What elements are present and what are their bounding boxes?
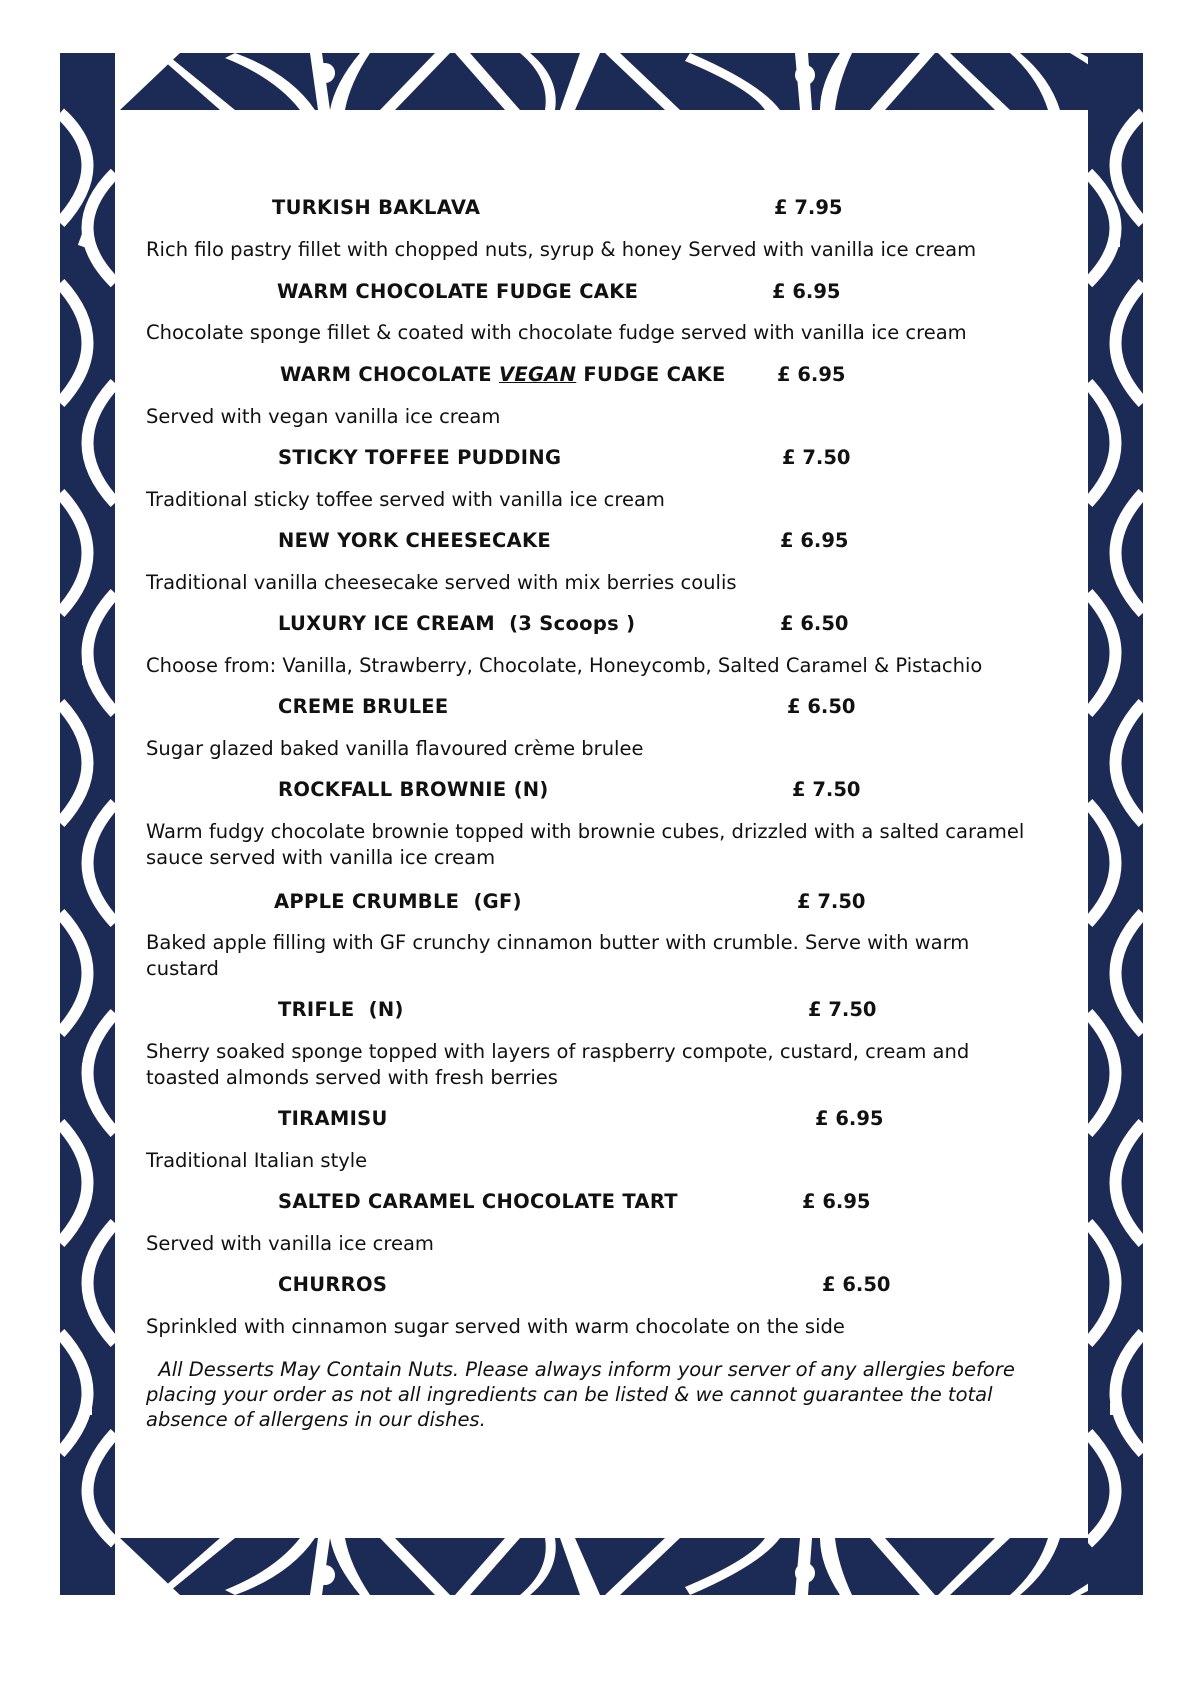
menu-item-price: £ 6.95 xyxy=(815,1107,884,1130)
menu-item-description: Rich filo pastry fillet with chopped nuts, syrup & honey Served with vanilla ice cream xyxy=(146,238,977,261)
menu-item-description: Chocolate sponge fillet & coated with chocolate fudge served with vanilla ice cream xyxy=(146,321,967,344)
menu-item-title: CREME BRULEE xyxy=(278,695,449,718)
menu-item-title: WARM CHOCOLATE FUDGE CAKE xyxy=(277,280,639,303)
menu-item-title: TRIFLE (N) xyxy=(278,998,404,1021)
menu-item-price: £ 7.50 xyxy=(797,890,866,913)
allergy-note: All Desserts May Contain Nuts. Please always inform your server of any allergies before placing your order as not all ingredients can be listed & we cannot guarantee the total absence of allergens in our dishes. xyxy=(146,1358,1022,1431)
menu-item-price: £ 7.50 xyxy=(808,998,877,1021)
menu-item-title xyxy=(280,363,726,386)
menu-item-title: TIRAMISU xyxy=(278,1107,388,1130)
menu-item-price: £ 7.95 xyxy=(774,196,843,219)
menu-item-price: £ 6.95 xyxy=(777,363,846,386)
title-part: WARM CHOCOLATE xyxy=(280,363,499,386)
menu-item-title: LUXURY ICE CREAM (3 Scoops ) xyxy=(278,612,636,635)
menu-item-description: Traditional sticky toffee served with vanilla ice cream xyxy=(146,488,665,511)
menu-item-description: Choose from: Vanilla, Strawberry, Chocolate, Honeycomb, Salted Caramel & Pistachio xyxy=(146,654,983,677)
menu-item-description: Baked apple filling with GF crunchy cinnamon butter with crumble. Serve with warm custard xyxy=(146,931,970,980)
title-part: FUDGE CAKE xyxy=(576,363,726,386)
menu-item-description: Traditional vanilla cheesecake served with mix berries coulis xyxy=(146,571,737,594)
menu-item-description: Traditional Italian style xyxy=(146,1149,368,1172)
menu-item-title: APPLE CRUMBLE (GF) xyxy=(274,890,522,913)
menu-item-description: Sugar glazed baked vanilla flavoured crème brulee xyxy=(146,737,644,760)
menu-item-price: £ 6.50 xyxy=(787,695,856,718)
menu-item-price: £ 6.95 xyxy=(772,280,841,303)
menu-item-description: Served with vanilla ice cream xyxy=(146,1232,434,1255)
menu-item-title: STICKY TOFFEE PUDDING xyxy=(278,446,562,469)
menu-item-description: Warm fudgy chocolate brownie topped with brownie cubes, drizzled with a salted caramel sauce served with vanilla ice cream xyxy=(146,820,1025,869)
menu-item-title: ROCKFALL BROWNIE (N) xyxy=(278,778,549,801)
menu-item-price: £ 7.50 xyxy=(792,778,861,801)
menu-item-description: Served with vegan vanilla ice cream xyxy=(146,405,501,428)
vegan-emphasis: VEGAN xyxy=(498,363,577,386)
menu-item-price: £ 6.95 xyxy=(802,1190,871,1213)
menu-item-price: £ 6.50 xyxy=(780,612,849,635)
menu-item-title: CHURROS xyxy=(278,1273,388,1296)
menu-item-title: TURKISH BAKLAVA xyxy=(272,196,481,219)
menu-item-title: SALTED CARAMEL CHOCOLATE TART xyxy=(278,1190,678,1213)
menu-item-description: Sprinkled with cinnamon sugar served with warm chocolate on the side xyxy=(146,1315,845,1338)
menu-item-title: NEW YORK CHEESECAKE xyxy=(278,529,552,552)
menu-item-description: Sherry soaked sponge topped with layers of raspberry compote, custard, cream and toasted almonds served with fresh berries xyxy=(146,1040,970,1089)
menu-item-price: £ 6.50 xyxy=(822,1273,891,1296)
menu-item-price: £ 7.50 xyxy=(782,446,851,469)
menu-item-price: £ 6.95 xyxy=(780,529,849,552)
